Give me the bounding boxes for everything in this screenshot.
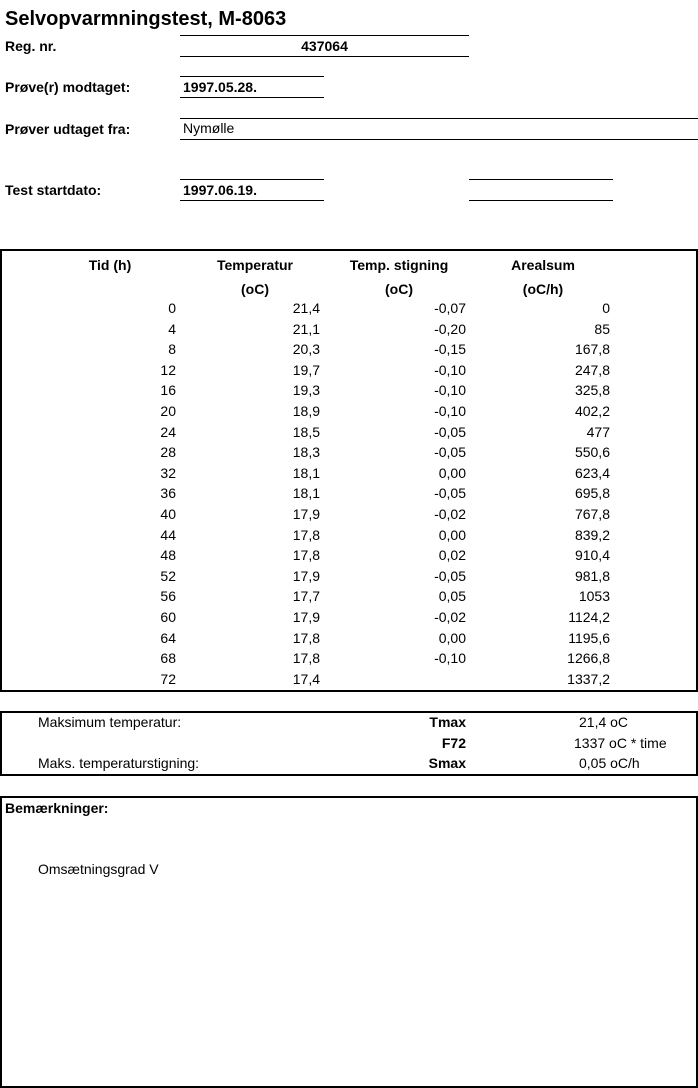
start-overline	[180, 179, 324, 180]
cell-area: 695,8	[574, 485, 610, 502]
max-rise-label: Maks. temperaturstigning:	[38, 755, 200, 771]
cell-area: 910,4	[574, 547, 610, 564]
start-underline	[180, 200, 324, 201]
taken-overline	[180, 118, 698, 119]
start-label: Test startdato:	[5, 182, 102, 198]
cell-area: 1195,6	[568, 629, 610, 646]
cell-temp: 19,3	[292, 382, 320, 399]
cell-rise: -0,05	[434, 423, 466, 440]
reg-value: 437064	[301, 38, 348, 54]
cell-rise: -0,10	[434, 361, 466, 378]
cell-time: 20	[160, 403, 176, 419]
cell-area: 550,6	[574, 444, 610, 461]
cell-temp: 17,4	[292, 670, 320, 687]
cell-area: 1337,2	[567, 670, 610, 687]
unit-temp: (oC)	[241, 281, 269, 297]
cell-area: 0	[602, 300, 610, 316]
col-area-header: Arealsum	[511, 257, 575, 273]
taken-value: Nymølle	[183, 120, 235, 136]
cell-temp: 18,1	[292, 485, 320, 502]
cell-temp: 17,9	[292, 609, 320, 625]
cell-rise: -0,10	[434, 403, 466, 419]
cell-area: 767,8	[574, 506, 610, 522]
col-temp-header: Temperatur	[217, 257, 293, 273]
cell-rise: -0,07	[434, 300, 466, 316]
taken-underline	[180, 139, 698, 140]
cell-rise: -0,15	[434, 341, 466, 358]
cell-temp: 17,8	[292, 547, 320, 564]
cell-time: 56	[160, 588, 176, 605]
cell-temp: 18,1	[292, 464, 320, 481]
cell-rise: -0,10	[434, 382, 466, 399]
cell-time: 4	[168, 320, 176, 337]
received-underline	[180, 97, 324, 98]
max-temp-label: Maksimum temperatur:	[38, 714, 182, 730]
summary-box	[0, 711, 698, 776]
cell-temp: 17,8	[292, 526, 320, 543]
cell-temp: 17,8	[292, 650, 320, 667]
cell-temp: 18,9	[292, 403, 320, 419]
extra-underline	[469, 200, 613, 201]
cell-time: 28	[160, 444, 176, 461]
cell-area: 1124,2	[568, 609, 610, 625]
reg-label: Reg. nr.	[5, 38, 57, 54]
cell-rise: 0,00	[438, 629, 466, 646]
cell-time: 32	[160, 464, 176, 481]
received-label: Prøve(r) modtaget:	[5, 79, 131, 95]
cell-time: 0	[168, 300, 176, 316]
cell-area: 167,8	[574, 341, 610, 358]
cell-time: 72	[160, 670, 176, 687]
start-value: 1997.06.19.	[183, 182, 257, 198]
tmax-value: 21,4 oC	[579, 714, 629, 730]
smax-key: Smax	[428, 755, 466, 771]
cell-time: 68	[160, 650, 176, 667]
cell-area: 325,8	[574, 382, 610, 399]
cell-temp: 18,5	[292, 423, 320, 440]
cell-time: 36	[160, 485, 176, 502]
cell-temp: 18,3	[292, 444, 320, 461]
title-underline	[180, 35, 469, 36]
cell-temp: 17,9	[292, 506, 320, 522]
cell-rise: -0,05	[434, 485, 466, 502]
cell-rise: -0,02	[434, 609, 466, 625]
unit-area: (oC/h)	[522, 281, 564, 297]
cell-rise: -0,05	[434, 444, 466, 461]
cell-temp: 21,4	[292, 300, 320, 316]
cell-time: 12	[160, 361, 176, 378]
cell-time: 40	[160, 506, 176, 522]
smax-value: 0,05 oC/h	[579, 755, 640, 771]
cell-temp: 19,7	[292, 361, 320, 378]
cell-temp: 21,1	[292, 320, 320, 337]
cell-time: 48	[160, 547, 176, 564]
cell-time: 24	[160, 423, 176, 440]
cell-rise: 0,00	[438, 464, 466, 481]
cell-area: 402,2	[574, 403, 610, 419]
cell-area: 623,4	[574, 464, 610, 481]
cell-area: 839,2	[574, 526, 610, 543]
cell-rise: 0,05	[438, 588, 466, 605]
page-title: Selvopvarmningstest, M-8063	[5, 8, 287, 30]
taken-label: Prøver udtaget fra:	[5, 121, 131, 137]
received-value: 1997.05.28.	[183, 79, 257, 95]
extra-overline	[469, 179, 613, 180]
cell-temp: 20,3	[292, 341, 320, 358]
remarks-text: Omsætningsgrad V	[38, 861, 159, 877]
cell-area: 85	[594, 320, 610, 337]
received-overline	[180, 76, 324, 77]
cell-time: 64	[160, 629, 176, 646]
f72-value: 1337 oC * time	[574, 735, 667, 751]
cell-area: 477	[586, 423, 610, 440]
reg-underline	[180, 56, 469, 57]
cell-time: 60	[160, 609, 176, 625]
cell-temp: 17,9	[292, 567, 320, 584]
f72-key: F72	[441, 735, 466, 751]
cell-area: 981,8	[574, 567, 610, 584]
cell-time: 8	[168, 341, 176, 358]
cell-area: 1053	[578, 588, 610, 605]
cell-temp: 17,7	[292, 588, 320, 605]
cell-time: 44	[160, 526, 176, 543]
cell-area: 247,8	[574, 361, 610, 378]
tmax-key: Tmax	[429, 714, 466, 730]
cell-rise: -0,20	[434, 320, 466, 337]
remarks-box	[0, 796, 698, 1088]
cell-area: 1266,8	[567, 650, 610, 667]
cell-time: 52	[160, 567, 176, 584]
cell-rise: -0,10	[434, 650, 466, 667]
cell-rise: 0,02	[438, 547, 466, 564]
data-table	[0, 249, 698, 692]
remarks-label: Bemærkninger:	[5, 800, 109, 816]
cell-temp: 17,8	[292, 629, 320, 646]
cell-rise: -0,05	[434, 567, 466, 584]
col-rise-header: Temp. stigning	[349, 257, 449, 273]
unit-rise: (oC)	[385, 281, 413, 297]
col-time-header: Tid (h)	[88, 257, 132, 273]
cell-time: 16	[160, 382, 176, 399]
cell-rise: 0,00	[438, 526, 466, 543]
cell-rise: -0,02	[434, 506, 466, 522]
